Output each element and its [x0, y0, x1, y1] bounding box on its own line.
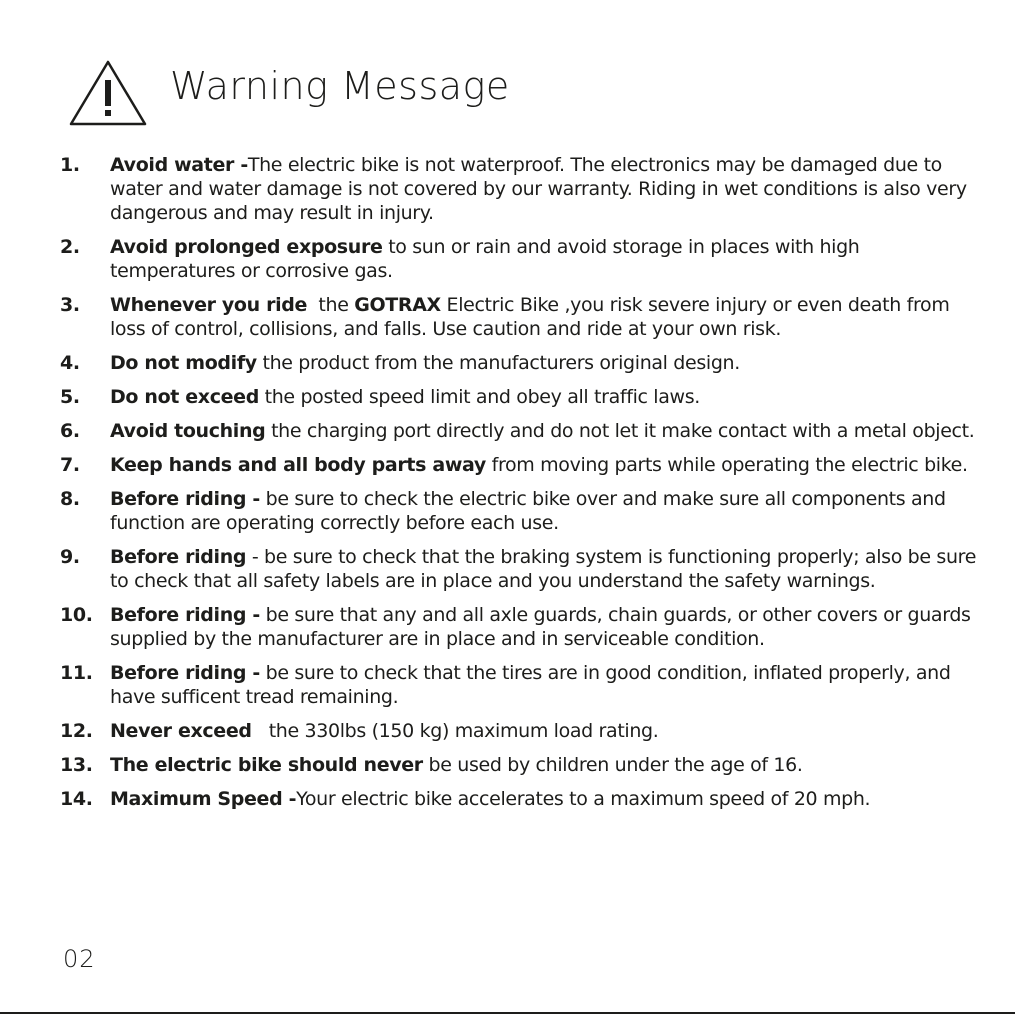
item-number: 10.: [60, 604, 93, 626]
item-number: 5.: [60, 386, 80, 408]
list-item: [60, 453, 980, 477]
item-number: 12.: [60, 720, 93, 742]
item-lead: Keep hands and all body parts away: [110, 454, 486, 476]
item-lead: Avoid prolonged exposure: [110, 236, 383, 258]
list-item: [60, 545, 980, 593]
item-number: 4.: [60, 352, 80, 374]
bottom-divider: [0, 1012, 1015, 1014]
list-item: [60, 153, 980, 225]
item-number: 3.: [60, 294, 80, 316]
item-text: - be sure to check that the braking system is functioning properly; also be sure to check that all safety labels are in place and you understand the safety warnings.: [110, 546, 977, 592]
item-number: 13.: [60, 754, 93, 776]
item-number: 7.: [60, 454, 80, 476]
item-lead: Before riding -: [110, 662, 260, 684]
warning-list: [60, 153, 980, 821]
item-text: the posted speed limit and obey all traffic laws.: [258, 386, 700, 408]
list-item: [60, 661, 980, 709]
page-title: Warning Message: [170, 64, 510, 108]
item-number: 2.: [60, 236, 80, 258]
page-number: 02: [63, 945, 96, 973]
list-item: [60, 603, 980, 651]
item-lead: Never exceed: [110, 720, 252, 742]
item-lead: Whenever you ride: [110, 294, 308, 316]
item-lead: Maximum Speed -: [110, 788, 297, 810]
list-item: [60, 487, 980, 535]
list-item: [60, 419, 980, 443]
list-item: [60, 235, 980, 283]
item-lead: The electric bike should never: [110, 754, 423, 776]
item-lead: Do not modify: [110, 352, 257, 374]
item-text: the 330lbs (150 kg) maximum load rating.: [251, 720, 659, 742]
item-number: 6.: [60, 420, 80, 442]
list-item: [60, 787, 980, 811]
item-text: to sun or rain and avoid storage in places with high temperatures or corrosive gas.: [110, 236, 860, 282]
item-number: 1.: [60, 154, 80, 176]
page-header: [68, 58, 668, 130]
item-mid-text: the: [307, 294, 355, 316]
item-text: The electric bike is not waterproof. The electronics may be damaged due to water and water damage is not covered by our warranty. Riding in wet conditions is also very dangerous and may result in injury.: [110, 154, 967, 224]
item-number: 11.: [60, 662, 93, 684]
brand-name: GOTRAX: [354, 294, 441, 316]
item-lead: Avoid touching: [110, 420, 266, 442]
item-lead: Do not exceed: [110, 386, 259, 408]
item-number: 14.: [60, 788, 93, 810]
item-text: the product from the manufacturers original design.: [256, 352, 740, 374]
list-item: [60, 753, 980, 777]
item-number: 8.: [60, 488, 80, 510]
item-text: be used by children under the age of 16.: [422, 754, 803, 776]
item-text: be sure to check that the tires are in good condition, inflated properly, and have sufficent tread remaining.: [110, 662, 951, 708]
list-item: [60, 293, 980, 341]
item-text: be sure to check the electric bike over and make sure all components and function are operating correctly before each use.: [110, 488, 946, 534]
warning-triangle-icon: [68, 58, 148, 128]
item-lead: Before riding: [110, 546, 247, 568]
item-text: be sure that any and all axle guards, chain guards, or other covers or guards supplied by the manufacturer are in place and in serviceable condition.: [110, 604, 971, 650]
item-text: from moving parts while operating the electric bike.: [485, 454, 968, 476]
item-lead: Before riding -: [110, 488, 260, 510]
item-text: the charging port directly and do not let it make contact with a metal object.: [265, 420, 975, 442]
item-lead: Avoid water -: [110, 154, 248, 176]
item-text: Electric Bike ,you risk severe injury or even death from loss of control, collisions, and falls. Use caution and ride at your own risk.: [110, 294, 950, 340]
list-item: [60, 351, 980, 375]
list-item: [60, 719, 980, 743]
item-lead: Before riding -: [110, 604, 260, 626]
item-number: 9.: [60, 546, 80, 568]
item-text: Your electric bike accelerates to a maximum speed of 20 mph.: [296, 788, 871, 810]
list-item: [60, 385, 980, 409]
